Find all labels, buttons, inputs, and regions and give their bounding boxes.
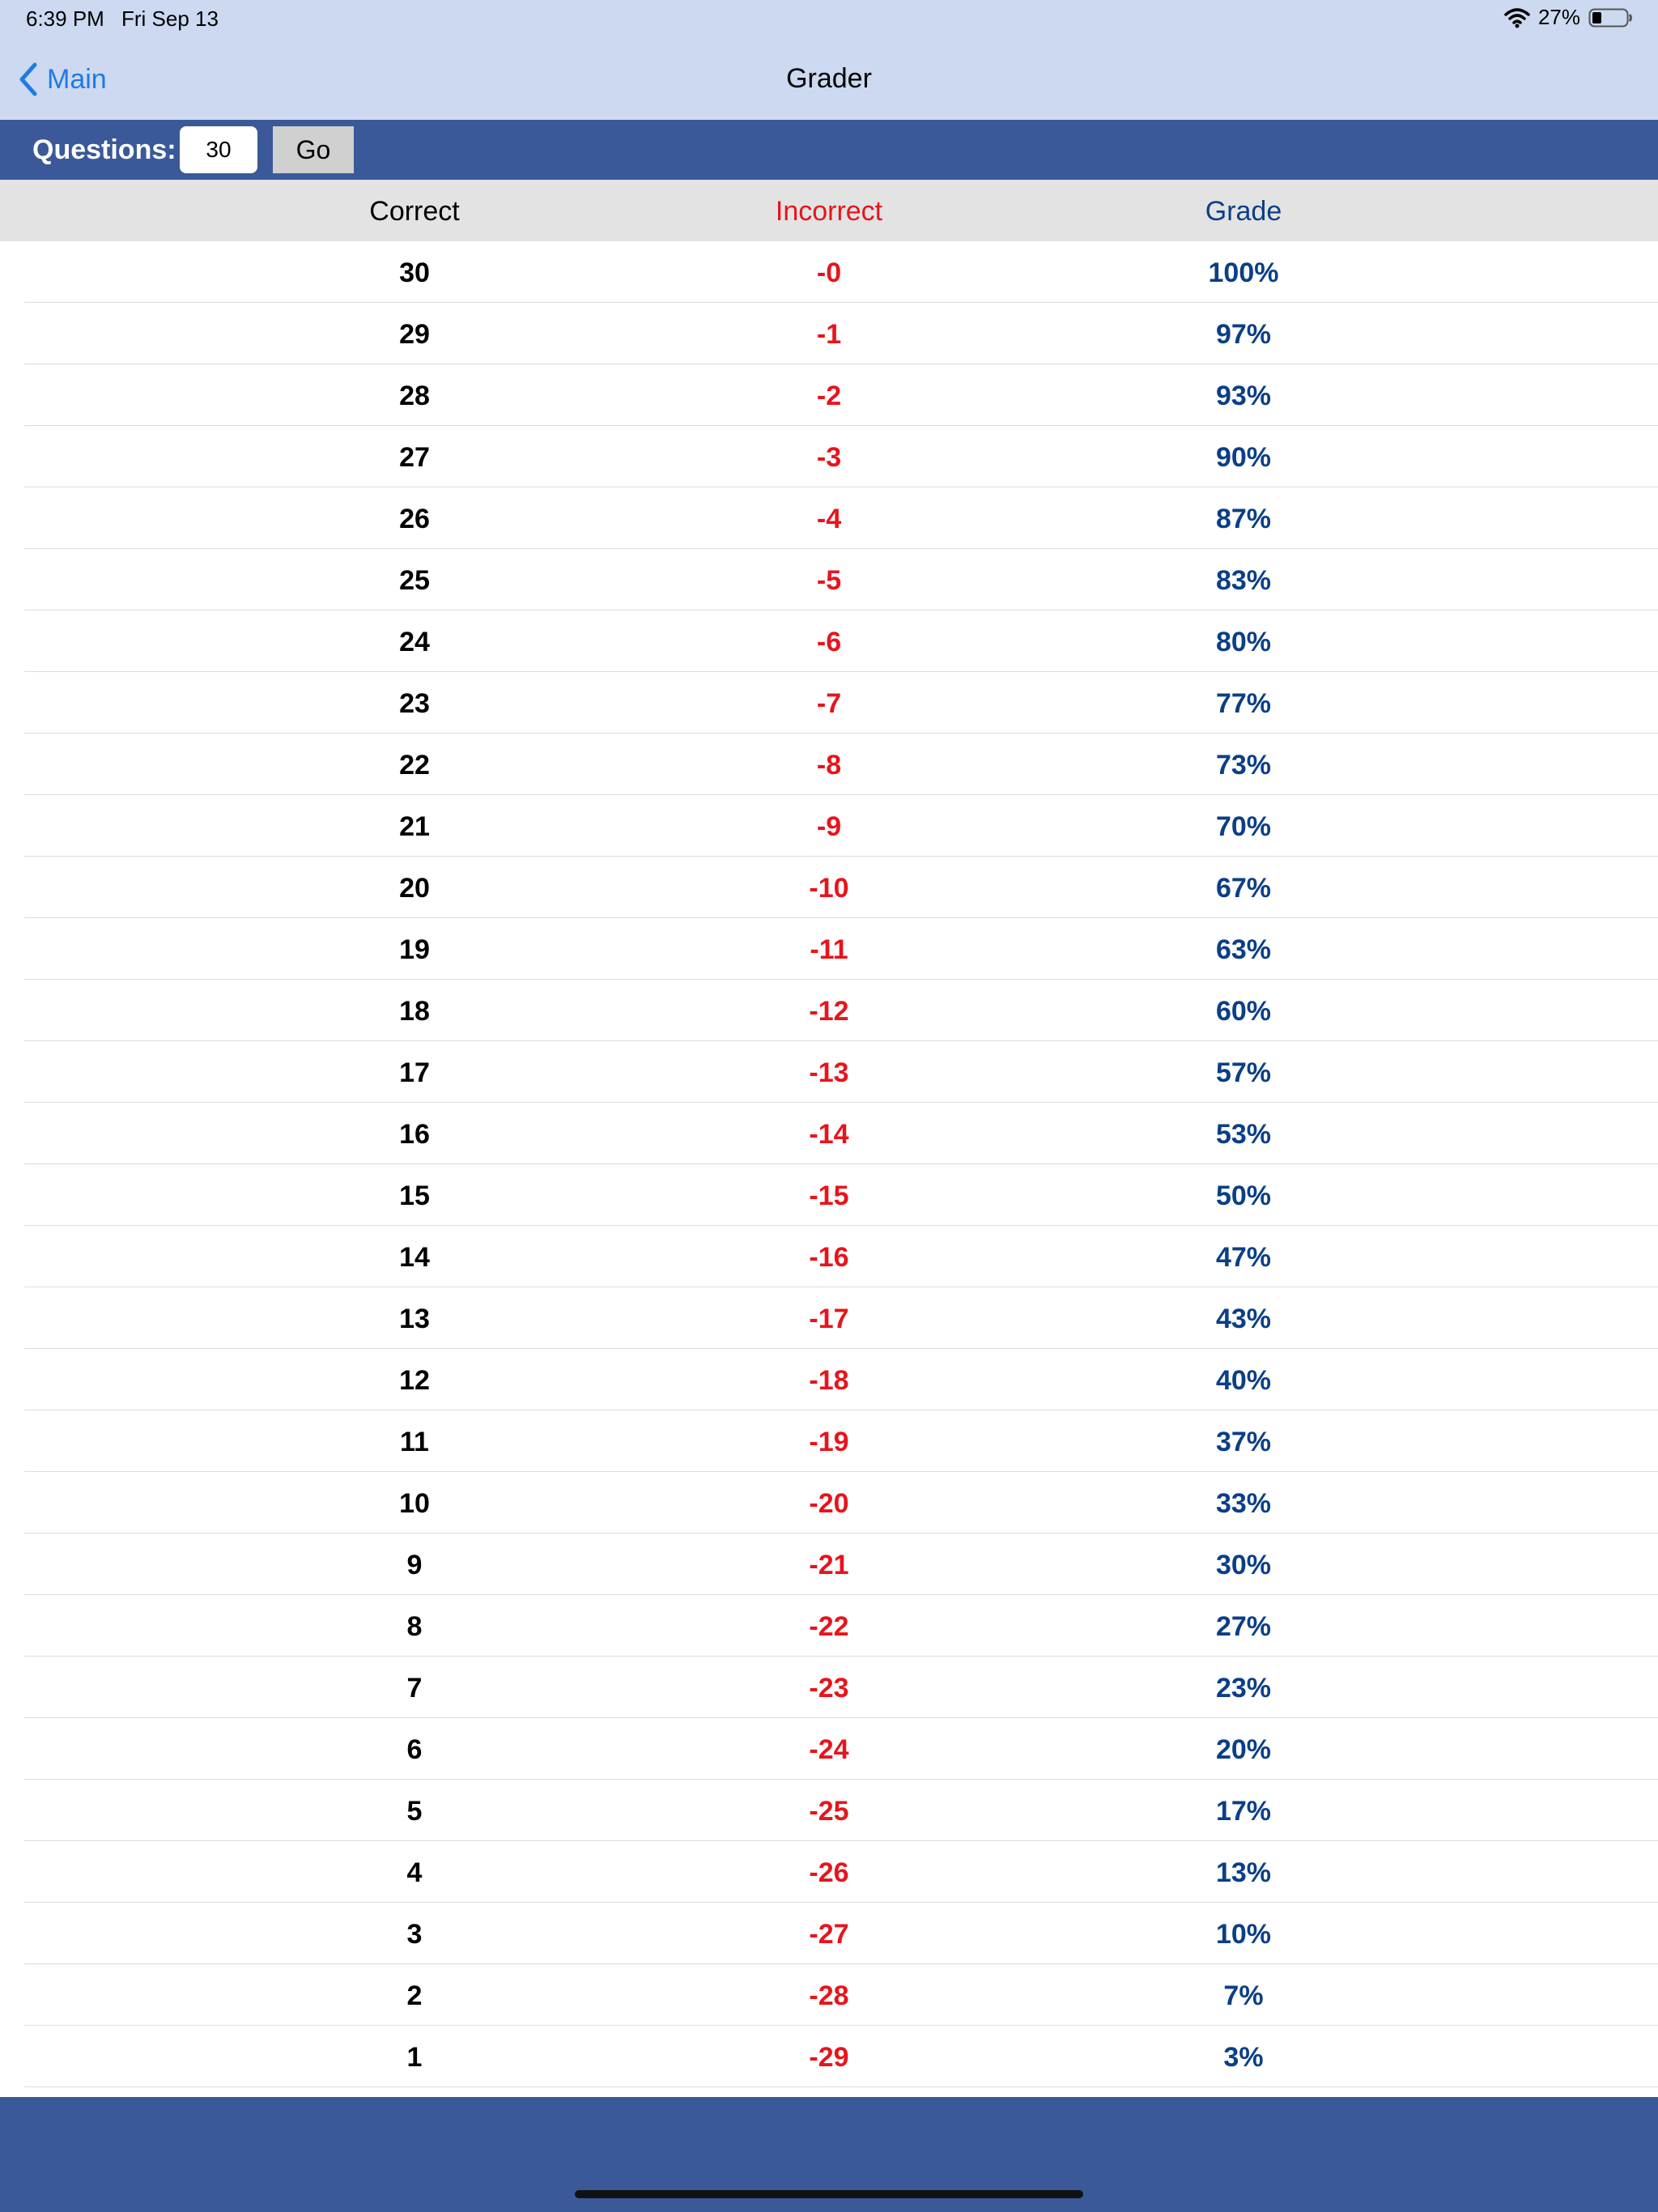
cell-incorrect: -6 [816, 627, 842, 657]
table-row [24, 1287, 1658, 1349]
cell-correct: 15 [399, 1180, 430, 1211]
cell-incorrect: -27 [809, 1919, 849, 1950]
table-row [24, 426, 1658, 487]
table-row [24, 734, 1658, 795]
navigation-bar [0, 39, 1658, 120]
cell-grade: 20% [1215, 1734, 1272, 1765]
back-button-label: Main [47, 63, 107, 95]
go-button[interactable]: Go [273, 126, 354, 173]
cell-grade: 63% [1215, 934, 1272, 965]
cell-grade: 67% [1215, 873, 1272, 904]
table-row [24, 857, 1658, 918]
table-row [24, 610, 1658, 672]
cell-grade: 70% [1215, 811, 1272, 842]
cell-grade: 80% [1215, 627, 1272, 657]
cell-incorrect: -20 [809, 1488, 849, 1519]
status-time: 6:39 PM [26, 6, 104, 31]
cell-grade: 47% [1215, 1242, 1272, 1273]
cell-grade: 30% [1215, 1550, 1272, 1580]
cell-incorrect: -11 [810, 934, 848, 965]
status-indicators [1504, 5, 1634, 30]
table-row [24, 1903, 1658, 1964]
cell-grade: 10% [1215, 1919, 1272, 1950]
table-row [24, 1103, 1658, 1164]
cell-grade: 97% [1215, 319, 1272, 350]
cell-correct: 12 [399, 1365, 430, 1396]
table-row [24, 1041, 1658, 1103]
cell-correct: 26 [399, 504, 430, 534]
table-row [24, 1964, 1658, 2026]
cell-grade: 100% [1208, 257, 1279, 288]
cell-incorrect: -19 [809, 1427, 849, 1457]
cell-correct: 5 [406, 1796, 423, 1827]
table-header [0, 180, 1658, 241]
cell-incorrect: -13 [809, 1057, 849, 1088]
cell-correct: 13 [399, 1304, 430, 1334]
cell-grade: 33% [1215, 1488, 1272, 1519]
cell-correct: 9 [406, 1550, 423, 1580]
cell-correct: 24 [399, 627, 430, 657]
cell-incorrect: -9 [816, 811, 842, 842]
cell-grade: 37% [1215, 1427, 1272, 1457]
table-row [24, 918, 1658, 980]
cell-grade: 13% [1215, 1857, 1272, 1888]
table-row [24, 1534, 1658, 1595]
header-grade: Grade [1205, 196, 1282, 227]
cell-incorrect: -3 [816, 442, 842, 473]
table-row [24, 487, 1658, 549]
table-row [24, 1841, 1658, 1903]
questions-toolbar [0, 120, 1658, 180]
cell-incorrect: -14 [809, 1119, 849, 1150]
cell-grade: 40% [1215, 1365, 1272, 1396]
table-row [24, 672, 1658, 734]
cell-grade: 77% [1215, 688, 1272, 719]
status-date: Fri Sep 13 [121, 6, 219, 31]
cell-correct: 25 [399, 565, 430, 596]
cell-grade: 23% [1215, 1673, 1272, 1704]
cell-correct: 30 [399, 257, 430, 288]
table-row [24, 1226, 1658, 1287]
cell-incorrect: -29 [809, 2042, 849, 2073]
cell-correct: 11 [400, 1427, 429, 1457]
home-indicator[interactable] [575, 2190, 1083, 2198]
page-title: Grader [786, 63, 872, 94]
cell-incorrect: -15 [809, 1180, 849, 1211]
questions-input[interactable] [180, 126, 257, 173]
cell-incorrect: -26 [809, 1857, 849, 1888]
cell-correct: 4 [406, 1857, 423, 1888]
cell-incorrect: -0 [816, 257, 842, 288]
wifi-icon [1504, 6, 1530, 29]
cell-incorrect: -2 [816, 381, 842, 411]
cell-incorrect: -25 [809, 1796, 849, 1827]
cell-correct: 14 [399, 1242, 430, 1273]
table-row [24, 1718, 1658, 1780]
cell-incorrect: -24 [809, 1734, 849, 1765]
cell-correct: 20 [399, 873, 430, 904]
cell-correct: 18 [399, 996, 430, 1027]
cell-correct: 19 [399, 934, 430, 965]
cell-grade: 50% [1215, 1180, 1272, 1211]
status-bar [0, 0, 1658, 39]
table-row [24, 1349, 1658, 1410]
table-row [24, 1164, 1658, 1226]
cell-grade: 27% [1215, 1611, 1272, 1642]
cell-incorrect: -4 [816, 504, 842, 534]
table-row [24, 1472, 1658, 1534]
cell-incorrect: -8 [816, 750, 842, 781]
cell-correct: 17 [399, 1057, 430, 1088]
cell-grade: 53% [1215, 1119, 1272, 1150]
table-row [24, 795, 1658, 857]
cell-incorrect: -12 [809, 996, 849, 1027]
cell-incorrect: -22 [809, 1611, 849, 1642]
cell-correct: 28 [399, 381, 430, 411]
table-row [24, 2026, 1658, 2087]
questions-label: Questions: [32, 134, 176, 165]
cell-grade: 17% [1215, 1796, 1272, 1827]
cell-correct: 10 [399, 1488, 430, 1519]
cell-grade: 83% [1215, 565, 1272, 596]
cell-incorrect: -10 [809, 873, 849, 904]
cell-correct: 23 [399, 688, 430, 719]
cell-grade: 57% [1215, 1057, 1272, 1088]
cell-correct: 6 [406, 1734, 423, 1765]
cell-grade: 7% [1223, 1980, 1264, 2011]
table-row [24, 1780, 1658, 1841]
cell-grade: 93% [1215, 381, 1272, 411]
cell-incorrect: -28 [809, 1980, 849, 2011]
cell-correct: 29 [399, 319, 430, 350]
table-row [24, 303, 1658, 364]
cell-correct: 8 [406, 1611, 423, 1642]
table-row [24, 241, 1658, 303]
cell-incorrect: -18 [809, 1365, 849, 1396]
cell-incorrect: -5 [816, 565, 842, 596]
table-row [24, 980, 1658, 1041]
cell-correct: 2 [406, 1980, 423, 2011]
cell-incorrect: -16 [809, 1242, 849, 1273]
table-row [24, 549, 1658, 610]
cell-correct: 1 [406, 2042, 423, 2073]
cell-grade: 3% [1223, 2042, 1264, 2073]
cell-grade: 60% [1215, 996, 1272, 1027]
cell-correct: 21 [399, 811, 430, 842]
cell-incorrect: -7 [816, 688, 842, 719]
cell-incorrect: -23 [809, 1673, 849, 1704]
table-row [24, 364, 1658, 426]
cell-correct: 7 [406, 1673, 423, 1704]
grade-table [0, 241, 1658, 2087]
battery-icon [1588, 6, 1634, 29]
cell-grade: 73% [1215, 750, 1272, 781]
cell-grade: 87% [1215, 504, 1272, 534]
cell-correct: 16 [399, 1119, 430, 1150]
header-incorrect: Incorrect [775, 196, 883, 227]
header-correct: Correct [369, 196, 460, 227]
table-row [24, 1595, 1658, 1657]
table-row [24, 1410, 1658, 1472]
cell-grade: 43% [1215, 1304, 1272, 1334]
cell-incorrect: -1 [816, 319, 842, 350]
cell-incorrect: -21 [809, 1550, 849, 1580]
table-row [24, 1657, 1658, 1718]
cell-incorrect: -17 [809, 1304, 849, 1334]
cell-correct: 3 [406, 1919, 423, 1950]
cell-correct: 22 [399, 750, 430, 781]
battery-percent: 27% [1537, 5, 1580, 29]
cell-grade: 90% [1215, 442, 1272, 473]
cell-correct: 27 [399, 442, 430, 473]
